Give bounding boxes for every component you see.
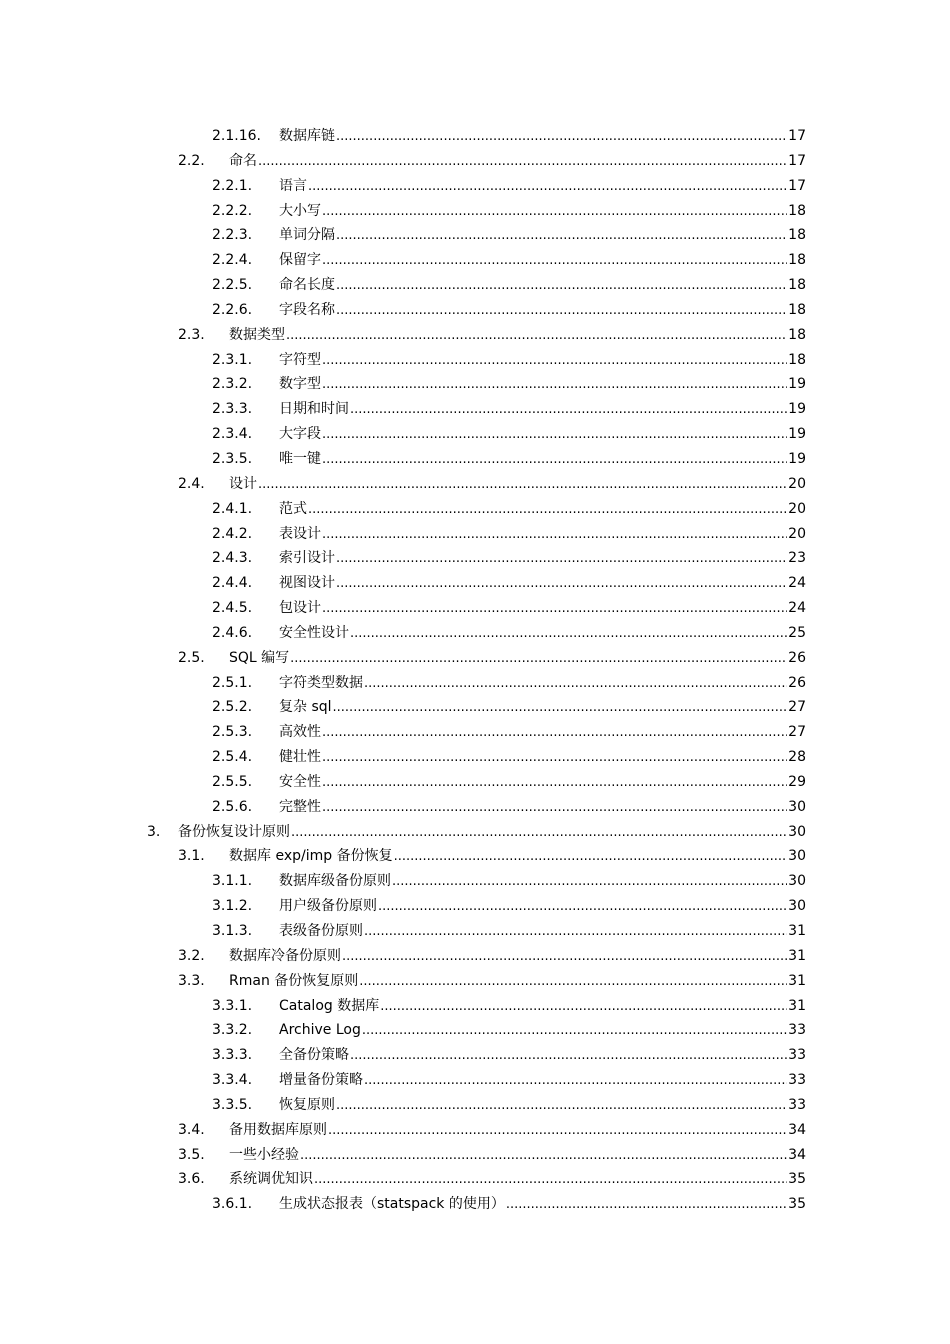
dot-leader [322,746,787,771]
dot-leader [308,498,787,523]
toc-entry-page-number: 24 [788,600,806,617]
toc-entry-number: 3.1.3. [212,923,253,939]
toc-entry-number: 2.2.4. [212,252,253,269]
dot-leader [506,1193,787,1218]
toc-entry-line [279,621,806,647]
toc-entry[interactable] [0,919,950,944]
toc-entry-title: 安全性设计 [279,624,349,641]
toc-entry-page-number: 34 [788,1146,806,1163]
toc-entry-page-number: 30 [788,873,806,890]
toc-entry[interactable] [0,671,950,696]
toc-entry-page-number: 20 [788,475,806,492]
toc-entry[interactable] [0,695,950,720]
toc-entry-number: 2.3.1. [212,351,253,368]
dot-leader [350,398,787,423]
dot-leader [258,473,787,498]
toc-entry-line [279,745,806,771]
toc-entry-number: 2.2.3. [212,227,253,244]
toc-entry-title: 命名长度 [279,277,335,294]
toc-entry-number: 2.5.3. [212,724,253,741]
toc-entry-title: 唯一键 [279,450,321,467]
dot-leader [380,995,787,1020]
toc-entry-number: 3.1.2. [212,898,253,915]
toc-entry[interactable] [0,621,950,646]
toc-entry-page-number: 30 [788,898,806,915]
toc-entry-line [229,844,806,870]
toc-entry-title: 日期和时间 [279,401,349,418]
toc-entry-number: 2.3.4. [212,426,253,443]
toc-entry-line [279,720,806,746]
toc-entry[interactable] [0,546,950,571]
toc-entry-title: 视图设计 [279,575,335,592]
dot-leader [336,1094,787,1119]
toc-entry-page-number: 26 [788,649,806,666]
toc-entry-number: 2.4. [178,475,205,492]
toc-entry-title: 健壮性 [279,749,321,766]
toc-entry-number: 2.4.3. [212,550,253,567]
toc-entry-line [229,1143,806,1169]
toc-entry-line [279,124,806,150]
toc-entry-title: 完整性 [279,798,321,815]
toc-entry[interactable] [0,1192,950,1217]
toc-entry[interactable] [0,248,950,273]
toc-entry[interactable] [0,994,950,1019]
toc-entry-title: 安全性 [279,773,321,790]
toc-entry-page-number: 26 [788,674,806,691]
toc-entry-title: 大字段 [279,426,321,443]
toc-entry-title: Rman 备份恢复原则 [229,972,359,989]
toc-entry-page-number: 18 [788,227,806,244]
toc-entry-number: 2.4.5. [212,600,253,617]
toc-entry-line [279,869,806,895]
toc-entry[interactable] [0,124,950,149]
toc-entry-page-number: 30 [788,848,806,865]
dot-leader [362,1019,787,1044]
toc-entry-title: 字段名称 [279,301,335,318]
toc-entry-page-number: 18 [788,351,806,368]
dot-leader [359,970,787,995]
toc-entry-title: 一些小经验 [229,1146,299,1163]
toc-entry-title: 表设计 [279,525,321,542]
toc-entry-line [229,646,806,672]
toc-entry-title: 数据库级备份原则 [279,873,391,890]
dot-leader [322,721,787,746]
toc-entry-line [279,522,806,548]
toc-entry[interactable] [0,745,950,770]
toc-entry-number: 2.5. [178,649,205,666]
toc-entry-page-number: 31 [788,947,806,964]
toc-entry-title: 数字型 [279,376,321,393]
toc-entry-page-number: 35 [788,1171,806,1188]
toc-entry-number: 2.5.4. [212,749,253,766]
toc-entry-number: 3.3.2. [212,1022,253,1039]
toc-entry-title: 高效性 [279,724,321,741]
toc-entry[interactable] [0,1167,950,1192]
toc-entry[interactable] [0,1068,950,1093]
toc-entry-number: 2.3.3. [212,401,253,418]
dot-leader [322,200,787,225]
toc-entry-title: 用户级备份原则 [279,898,377,915]
dot-leader [322,423,787,448]
toc-entry-page-number: 19 [788,401,806,418]
toc-entry[interactable] [0,348,950,373]
dot-leader [322,597,787,622]
toc-entry-number: 2.2.6. [212,301,253,318]
dot-leader [336,224,787,249]
toc-entry-line [279,497,806,523]
dot-leader [350,1044,787,1069]
toc-entry-title: 字符类型数据 [279,674,363,691]
toc-entry-page-number: 31 [788,997,806,1014]
toc-entry-line [279,1192,806,1218]
toc-entry-number: 2.3.2. [212,376,253,393]
toc-entry-line [279,1018,806,1044]
toc-entry-number: 2.4.1. [212,500,253,517]
toc-entry-page-number: 30 [788,823,806,840]
toc-entry-page-number: 30 [788,798,806,815]
toc-entry-number: 2.2.5. [212,277,253,294]
toc-entry-title: 系统调优知识 [229,1171,313,1188]
dot-leader [333,696,788,721]
toc-entry[interactable] [0,497,950,522]
toc-entry-page-number: 17 [788,128,806,144]
toc-entry-line [279,447,806,473]
toc-entry[interactable] [0,571,950,596]
toc-entry-number: 2.4.4. [212,575,253,592]
toc-entry-page-number: 19 [788,426,806,443]
toc-entry[interactable] [0,522,950,547]
toc-entry-title: 数据库冷备份原则 [229,947,341,964]
toc-entry-number: 3.4. [178,1121,205,1138]
toc-entry-page-number: 33 [788,1096,806,1113]
toc-entry-line [279,671,806,697]
toc-entry-line [279,397,806,423]
toc-entry-page-number: 28 [788,749,806,766]
toc-entry-page-number: 17 [788,177,806,194]
dot-leader [258,150,787,175]
toc-entry-page-number: 27 [788,724,806,741]
toc-entry-line [229,1167,806,1193]
toc-entry[interactable] [0,223,950,248]
toc-entry-title: 索引设计 [279,550,335,567]
dot-leader [322,796,787,821]
toc-entry-page-number: 18 [788,326,806,343]
dot-leader [322,349,787,374]
toc-entry-line [279,1068,806,1094]
toc-entry-page-number: 31 [788,923,806,939]
dot-leader [342,945,787,970]
toc-entry-title: 恢复原则 [279,1096,335,1113]
toc-entry-line [279,571,806,597]
dot-leader [308,175,787,200]
dot-leader [364,1069,787,1094]
dot-leader [378,895,787,920]
dot-leader [291,821,787,846]
dot-leader [336,572,787,597]
dot-leader [322,249,787,274]
toc-entry-line [229,149,806,175]
toc-entry-page-number: 20 [788,525,806,542]
toc-entry[interactable] [0,1043,950,1068]
toc-entry[interactable] [0,969,950,994]
toc-entry-title: 包设计 [279,600,321,617]
toc-entry[interactable] [0,869,950,894]
toc-entry-number: 2.4.2. [212,525,253,542]
toc-entry[interactable] [0,397,950,422]
toc-entry-page-number: 34 [788,1121,806,1138]
toc-entry[interactable] [0,844,950,869]
toc-entry-line [279,372,806,398]
toc-entry-page-number: 33 [788,1022,806,1039]
toc-entry-page-number: 20 [788,500,806,517]
toc-entry-line [279,894,806,920]
toc-entry-title: 备用数据库原则 [229,1121,327,1138]
toc-entry-page-number: 24 [788,575,806,592]
toc-entry-page-number: 27 [788,699,806,716]
toc-entry-title: 保留字 [279,252,321,269]
toc-entry-title: 表级备份原则 [279,923,363,939]
toc-entry-number: 2.2.2. [212,202,253,219]
toc-entry-page-number: 18 [788,252,806,269]
dot-leader [364,672,787,697]
dot-leader [300,1144,787,1169]
toc-entry-number: 3. [147,823,161,840]
toc-entry-title: Archive Log [279,1022,361,1039]
toc-entry[interactable] [0,472,950,497]
dot-leader [322,373,787,398]
toc-entry-number: 3.3.5. [212,1096,253,1113]
toc-entry-title: 字符型 [279,351,321,368]
toc-entry-number: 2.2.1. [212,177,253,194]
toc-entry-number: 3.1.1. [212,873,253,890]
dot-leader [314,1168,787,1193]
toc-entry-number: 2.4.6. [212,624,253,641]
toc-entry-number: 3.6. [178,1171,205,1188]
toc-entry-page-number: 18 [788,202,806,219]
toc-entry-number: 3.2. [178,947,205,964]
toc-entry-line [279,348,806,374]
toc-entry-line [178,820,806,846]
toc-entry[interactable] [0,1093,950,1118]
toc-entry-line [279,546,806,572]
toc-entry-title: 单词分隔 [279,227,335,244]
dot-leader [336,125,787,150]
table-of-contents [0,124,950,1217]
toc-entry-page-number: 18 [788,301,806,318]
toc-entry[interactable] [0,795,950,820]
toc-entry-line [279,795,806,821]
toc-entry-number: 3.3. [178,972,205,989]
toc-entry-line [279,919,806,945]
toc-entry[interactable] [0,720,950,745]
toc-entry[interactable] [0,447,950,472]
toc-entry[interactable] [0,174,950,199]
toc-entry-page-number: 19 [788,450,806,467]
toc-entry-line [279,174,806,200]
toc-entry[interactable] [0,596,950,621]
toc-entry-number: 2.3.5. [212,450,253,467]
toc-entry-line [279,770,806,796]
toc-entry-page-number: 19 [788,376,806,393]
dot-leader [286,324,787,349]
toc-entry-title: 范式 [279,500,307,517]
toc-entry-title: 语言 [279,177,307,194]
dot-leader [290,647,787,672]
toc-entry-number: 3.1. [178,848,205,865]
toc-entry[interactable] [0,1118,950,1143]
toc-entry-line [279,422,806,448]
dot-leader [394,845,788,870]
toc-entry-title: 设计 [229,475,257,492]
toc-entry-number: 3.6.1. [212,1196,253,1213]
toc-entry-number: 2.1.16. [212,128,261,144]
toc-entry-title: 复杂 sql [279,699,332,716]
toc-entry[interactable] [0,646,950,671]
toc-entry-number: 3.3.4. [212,1072,253,1089]
dot-leader [364,920,787,945]
toc-entry-page-number: 33 [788,1072,806,1089]
toc-entry[interactable] [0,273,950,298]
toc-entry-title: 大小写 [279,202,321,219]
toc-entry-line [279,199,806,225]
toc-entry-page-number: 29 [788,773,806,790]
toc-entry[interactable] [0,422,950,447]
toc-entry-line [279,994,806,1020]
toc-entry[interactable] [0,770,950,795]
toc-entry-line [279,298,806,324]
toc-entry-number: 3.3.3. [212,1047,253,1064]
toc-entry-line [229,323,806,349]
toc-entry-title: SQL 编写 [229,649,290,666]
dot-leader [336,547,787,572]
toc-entry-number: 2.3. [178,326,205,343]
toc-entry-line [279,596,806,622]
toc-entry-page-number: 25 [788,624,806,641]
toc-entry-page-number: 18 [788,277,806,294]
toc-entry[interactable] [0,1143,950,1168]
toc-entry-line [279,273,806,299]
toc-entry-line [229,472,806,498]
toc-entry-page-number: 31 [788,972,806,989]
toc-entry[interactable] [0,820,950,845]
toc-entry-line [229,969,806,995]
dot-leader [336,274,787,299]
toc-entry-line [279,695,806,721]
toc-entry-line [279,223,806,249]
toc-entry-number: 3.5. [178,1146,205,1163]
dot-leader [322,523,787,548]
toc-entry-title: 命名 [229,152,257,169]
dot-leader [322,771,787,796]
toc-entry[interactable] [0,944,950,969]
toc-entry-number: 2.2. [178,152,205,169]
toc-entry[interactable] [0,199,950,224]
toc-entry[interactable] [0,1018,950,1043]
toc-entry-title: 生成状态报表（statspack 的使用） [279,1196,505,1213]
toc-entry-page-number: 33 [788,1047,806,1064]
dot-leader [392,870,787,895]
toc-entry-line [279,1043,806,1069]
toc-entry[interactable] [0,323,950,348]
toc-entry[interactable] [0,894,950,919]
toc-entry-number: 2.5.1. [212,674,253,691]
toc-entry-number: 2.5.5. [212,773,253,790]
toc-entry-line [229,944,806,970]
toc-entry-title: 全备份策略 [279,1047,349,1064]
toc-entry[interactable] [0,149,950,174]
toc-entry[interactable] [0,372,950,397]
toc-entry-number: 3.3.1. [212,997,253,1014]
toc-entry-page-number: 35 [788,1196,806,1213]
toc-entry-title: 增量备份策略 [279,1072,363,1089]
toc-entry[interactable] [0,298,950,323]
toc-entry-title: 数据类型 [229,326,285,343]
toc-entry-line [279,248,806,274]
toc-entry-title: 备份恢复设计原则 [178,823,290,840]
dot-leader [328,1119,787,1144]
dot-leader [350,622,787,647]
dot-leader [336,299,787,324]
toc-entry-number: 2.5.2. [212,699,253,716]
dot-leader [322,448,787,473]
toc-entry-page-number: 17 [788,152,806,169]
toc-entry-line [279,1093,806,1119]
toc-entry-line [229,1118,806,1144]
toc-entry-number: 2.5.6. [212,798,253,815]
toc-entry-title: 数据库链 [279,128,335,144]
toc-entry-title: Catalog 数据库 [279,997,380,1014]
toc-entry-page-number: 23 [788,550,806,567]
toc-entry-title: 数据库 exp/imp 备份恢复 [229,848,393,865]
